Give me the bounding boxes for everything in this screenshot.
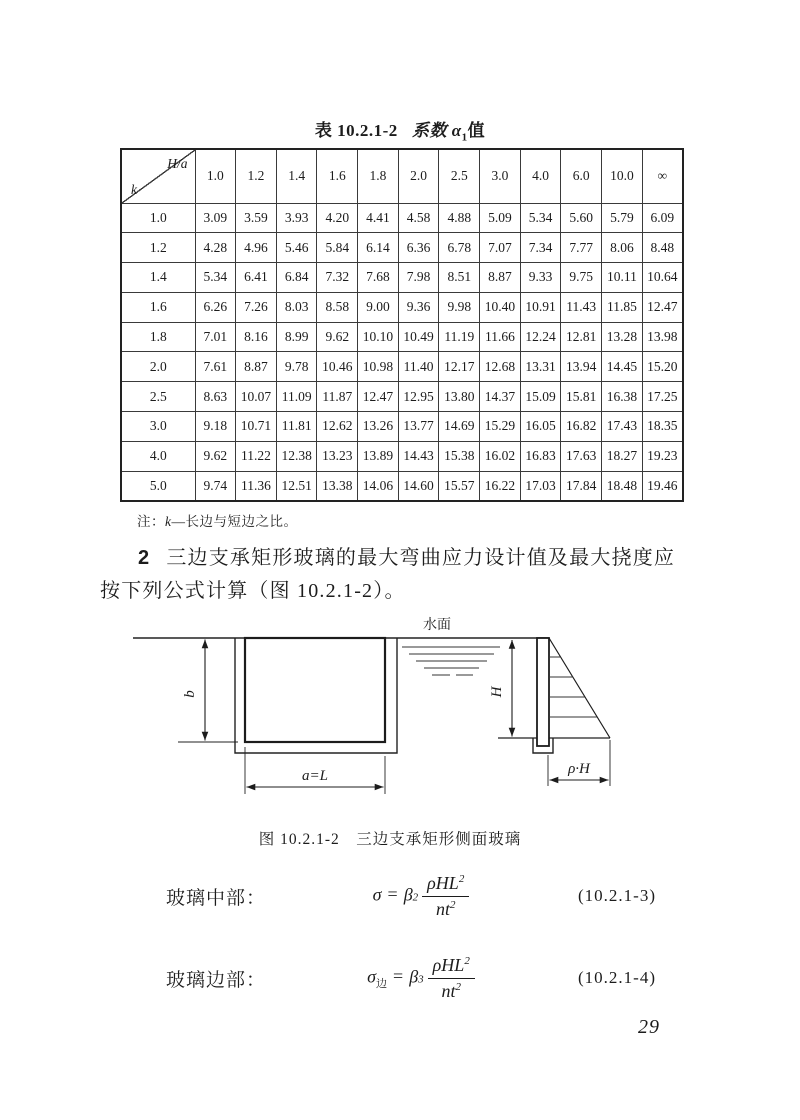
table-cell: 7.01 <box>195 322 236 352</box>
row-k-value: 1.8 <box>121 322 195 352</box>
table-cell: 17.84 <box>561 471 602 501</box>
table-row <box>121 322 683 352</box>
table-cell: 16.05 <box>520 412 561 442</box>
table-cell: 16.38 <box>602 382 643 412</box>
column-header: 1.0 <box>195 149 236 203</box>
table-cell: 15.29 <box>480 412 521 442</box>
table-cell: 7.26 <box>236 292 277 322</box>
table-cell: 10.11 <box>602 263 643 293</box>
table-cell: 6.36 <box>398 233 439 263</box>
figure-glass-diagram <box>120 612 700 812</box>
table-title-prefix: 表 10.2.1-2 <box>314 121 398 140</box>
table-cell: 11.36 <box>236 471 277 501</box>
table-cell: 6.41 <box>236 263 277 293</box>
table-cell: 17.43 <box>602 412 643 442</box>
fraction <box>428 955 475 1002</box>
table-row <box>121 412 683 442</box>
column-header: 10.0 <box>602 149 643 203</box>
row-k-value: 1.6 <box>121 292 195 322</box>
table-cell: 13.80 <box>439 382 480 412</box>
dimension-b-label: b <box>182 690 198 698</box>
table-cell: 16.02 <box>480 441 521 471</box>
table-cell: 13.77 <box>398 412 439 442</box>
table-cell: 13.26 <box>358 412 399 442</box>
formula-math: $\sigma_边 = \beta 3$ $\frac{\rho HL^2}{nt^2}$ <box>306 955 536 1002</box>
table-cell: 8.06 <box>602 233 643 263</box>
table-cell: 11.85 <box>602 292 643 322</box>
table-cell: 4.88 <box>439 203 480 233</box>
row-k-value: 4.0 <box>121 441 195 471</box>
paragraph-number: 2 <box>138 547 151 569</box>
table-cell: 12.24 <box>520 322 561 352</box>
table-cell: 12.38 <box>276 441 317 471</box>
sigma-symbol: σ <box>372 884 382 905</box>
table-cell: 16.22 <box>480 471 521 501</box>
table-cell: 4.58 <box>398 203 439 233</box>
table-cell: 9.98 <box>439 292 480 322</box>
table-cell: 13.28 <box>602 322 643 352</box>
table-cell: 11.87 <box>317 382 358 412</box>
numerator-exponent: 2 <box>458 872 465 885</box>
table-cell: 9.74 <box>195 471 236 501</box>
table-cell: 6.78 <box>439 233 480 263</box>
table-cell: 7.34 <box>520 233 561 263</box>
table-row <box>121 203 683 233</box>
table-cell: 11.66 <box>480 322 521 352</box>
table-cell: 19.23 <box>642 441 683 471</box>
table-row <box>121 471 683 501</box>
table-cell: 15.20 <box>642 352 683 382</box>
denominator-exponent: 2 <box>450 898 456 911</box>
table-cell: 9.36 <box>398 292 439 322</box>
corner-label-ha: H/a <box>167 156 188 171</box>
table-cell: 14.45 <box>602 352 643 382</box>
fraction-denominator: nt <box>441 980 456 1001</box>
table-cell: 8.16 <box>236 322 277 352</box>
table-cell: 12.17 <box>439 352 480 382</box>
table-cell: 17.63 <box>561 441 602 471</box>
figure-caption: 图 10.2.1-2 三边支承矩形侧面玻璃 <box>258 831 522 848</box>
table-cell: 17.25 <box>642 382 683 412</box>
table-cell: 15.38 <box>439 441 480 471</box>
table-cell: 10.71 <box>236 412 277 442</box>
table-cell: 5.79 <box>602 203 643 233</box>
row-k-value: 2.0 <box>121 352 195 382</box>
table-cell: 8.87 <box>236 352 277 382</box>
table-cell: 12.62 <box>317 412 358 442</box>
table-cell: 8.63 <box>195 382 236 412</box>
table-cell: 15.09 <box>520 382 561 412</box>
table-cell: 12.47 <box>642 292 683 322</box>
table-cell: 13.23 <box>317 441 358 471</box>
table-cell: 3.59 <box>236 203 277 233</box>
table-cell: 9.62 <box>195 441 236 471</box>
table-cell: 16.82 <box>561 412 602 442</box>
table-cell: 14.69 <box>439 412 480 442</box>
table-title-main: 系数 α <box>412 121 462 140</box>
glass-pane-side <box>537 638 549 746</box>
table-cell: 6.84 <box>276 263 317 293</box>
table-cell: 7.68 <box>358 263 399 293</box>
table-cell: 12.47 <box>358 382 399 412</box>
table-cell: 13.38 <box>317 471 358 501</box>
row-k-value: 2.5 <box>121 382 195 412</box>
table-cell: 9.78 <box>276 352 317 382</box>
pressure-hatch-lines <box>549 657 597 717</box>
table-cell: 5.84 <box>317 233 358 263</box>
fraction-numerator: ρHL <box>432 954 465 975</box>
table-note <box>137 510 298 530</box>
table-cell: 10.10 <box>358 322 399 352</box>
table-cell: 10.40 <box>480 292 521 322</box>
table-cell: 13.31 <box>520 352 561 382</box>
table-title-sub: 1 <box>461 131 468 144</box>
glass-pane-front <box>245 638 385 742</box>
table-cell: 6.14 <box>358 233 399 263</box>
table-cell: 6.26 <box>195 292 236 322</box>
formula-math: σ = β2 $\frac{\rho HL^2}{nt^2}$ <box>306 873 536 920</box>
sigma-symbol: σ <box>367 966 377 987</box>
water-surface-label: 水面 <box>423 618 451 633</box>
table-cell: 14.37 <box>480 382 521 412</box>
table-cell: 5.34 <box>195 263 236 293</box>
table-title <box>0 116 800 143</box>
table-row <box>121 292 683 322</box>
coefficient-table <box>120 148 684 502</box>
table-cell: 7.98 <box>398 263 439 293</box>
table-cell: 11.19 <box>439 322 480 352</box>
row-k-value: 5.0 <box>121 471 195 501</box>
table-cell: 11.09 <box>276 382 317 412</box>
row-k-value: 1.2 <box>121 233 195 263</box>
table-cell: 10.91 <box>520 292 561 322</box>
table-cell: 10.07 <box>236 382 277 412</box>
table-cell: 5.60 <box>561 203 602 233</box>
page-number: 29 <box>638 1016 660 1038</box>
table-cell: 14.06 <box>358 471 399 501</box>
table-cell: 5.46 <box>276 233 317 263</box>
column-header: 1.4 <box>276 149 317 203</box>
column-header: 4.0 <box>520 149 561 203</box>
fraction-denominator: nt <box>435 898 450 919</box>
table-cell: 17.03 <box>520 471 561 501</box>
column-header: 6.0 <box>561 149 602 203</box>
numerator-exponent: 2 <box>464 954 470 967</box>
table-cell: 14.43 <box>398 441 439 471</box>
table-body <box>121 203 683 501</box>
table-cell: 9.33 <box>520 263 561 293</box>
table-cell: 4.20 <box>317 203 358 233</box>
table-cell: 14.60 <box>398 471 439 501</box>
table-cell: 11.22 <box>236 441 277 471</box>
table-cell: 5.34 <box>520 203 561 233</box>
table-cell: 7.07 <box>480 233 521 263</box>
table-row <box>121 233 683 263</box>
table-row <box>121 263 683 293</box>
fraction-numerator: ρHL <box>427 872 459 893</box>
table-cell: 12.95 <box>398 382 439 412</box>
table-cell: 12.68 <box>480 352 521 382</box>
formula-row-edge <box>100 936 700 1020</box>
row-k-value: 1.4 <box>121 263 195 293</box>
formula-label: 玻璃边部： <box>166 969 267 991</box>
table-cell: 8.87 <box>480 263 521 293</box>
pressure-hypotenuse <box>549 638 610 738</box>
table-row <box>121 441 683 471</box>
table-cell: 10.46 <box>317 352 358 382</box>
frame-outline <box>235 638 397 753</box>
table-cell: 11.43 <box>561 292 602 322</box>
note-k: k <box>165 514 172 529</box>
table-cell: 7.77 <box>561 233 602 263</box>
table-cell: 8.03 <box>276 292 317 322</box>
table-cell: 15.81 <box>561 382 602 412</box>
column-header: 3.0 <box>480 149 521 203</box>
table-cell: 19.46 <box>642 471 683 501</box>
table-cell: 13.94 <box>561 352 602 382</box>
table-cell: 8.99 <box>276 322 317 352</box>
fraction <box>422 873 469 920</box>
table-row <box>121 352 683 382</box>
table-cell: 7.32 <box>317 263 358 293</box>
table-cell: 18.35 <box>642 412 683 442</box>
table-cell: 8.48 <box>642 233 683 263</box>
body-paragraph <box>100 542 704 608</box>
paragraph-line2: 按下列公式计算（图 10.2.1-2）。 <box>100 580 406 602</box>
table-cell: 3.09 <box>195 203 236 233</box>
table-cell: 3.93 <box>276 203 317 233</box>
table-cell: 4.28 <box>195 233 236 263</box>
table-cell: 11.81 <box>276 412 317 442</box>
row-k-value: 3.0 <box>121 412 195 442</box>
table-row <box>121 382 683 412</box>
column-header: 1.6 <box>317 149 358 203</box>
sigma-subscript: 边 <box>376 977 388 990</box>
table-cell: 9.00 <box>358 292 399 322</box>
table-cell: 9.62 <box>317 322 358 352</box>
table-cell: 10.98 <box>358 352 399 382</box>
table-header-row <box>121 149 683 203</box>
table-cell: 8.51 <box>439 263 480 293</box>
table-title-suffix: 值 <box>467 121 486 140</box>
equation-number: (10.2.1-3) <box>578 886 656 905</box>
dimension-rho-label: ρ·H <box>568 761 590 777</box>
table-cell: 18.48 <box>602 471 643 501</box>
beta-subscript: 3 <box>418 973 424 986</box>
table-cell: 7.61 <box>195 352 236 382</box>
table-cell: 12.81 <box>561 322 602 352</box>
column-header: 1.2 <box>236 149 277 203</box>
table-cell: 10.49 <box>398 322 439 352</box>
table-cell: 8.58 <box>317 292 358 322</box>
table-cell: 4.41 <box>358 203 399 233</box>
table-cell: 18.27 <box>602 441 643 471</box>
equation-number: (10.2.1-4) <box>578 968 656 987</box>
formula-row-center <box>100 854 700 938</box>
table-cell: 4.96 <box>236 233 277 263</box>
beta-symbol: β <box>409 966 419 987</box>
table-cell: 12.51 <box>276 471 317 501</box>
water-hatch-lines <box>402 647 500 675</box>
paragraph-line1-text: 三边支承矩形玻璃的最大弯曲应力设计值及最大挠度应 <box>166 547 676 569</box>
table-cell: 9.75 <box>561 263 602 293</box>
corner-label-k: k <box>131 181 137 197</box>
table-cell: 11.40 <box>398 352 439 382</box>
paragraph-line1 <box>100 542 704 575</box>
note-text: —长边与短边之比。 <box>171 514 298 529</box>
column-header: 2.0 <box>398 149 439 203</box>
table-cell: 9.18 <box>195 412 236 442</box>
dimension-h-label: H <box>489 686 505 698</box>
beta-symbol: β <box>403 884 413 905</box>
table-cell: 13.98 <box>642 322 683 352</box>
table-cell: 5.09 <box>480 203 521 233</box>
table-cell: 13.89 <box>358 441 399 471</box>
table-cell: 16.83 <box>520 441 561 471</box>
table-cell: 10.64 <box>642 263 683 293</box>
row-k-value: 1.0 <box>121 203 195 233</box>
column-header: 1.8 <box>358 149 399 203</box>
denominator-exponent: 2 <box>455 980 461 993</box>
table-cell: 6.09 <box>642 203 683 233</box>
dimension-a-label: a=L <box>302 768 328 784</box>
beta-subscript: 2 <box>412 891 419 904</box>
formula-label: 玻璃中部： <box>166 887 267 909</box>
note-prefix: 注： <box>137 514 165 529</box>
table-cell: 15.57 <box>439 471 480 501</box>
column-header: 2.5 <box>439 149 480 203</box>
column-header: ∞ <box>642 149 683 203</box>
table-corner-cell <box>121 149 195 203</box>
